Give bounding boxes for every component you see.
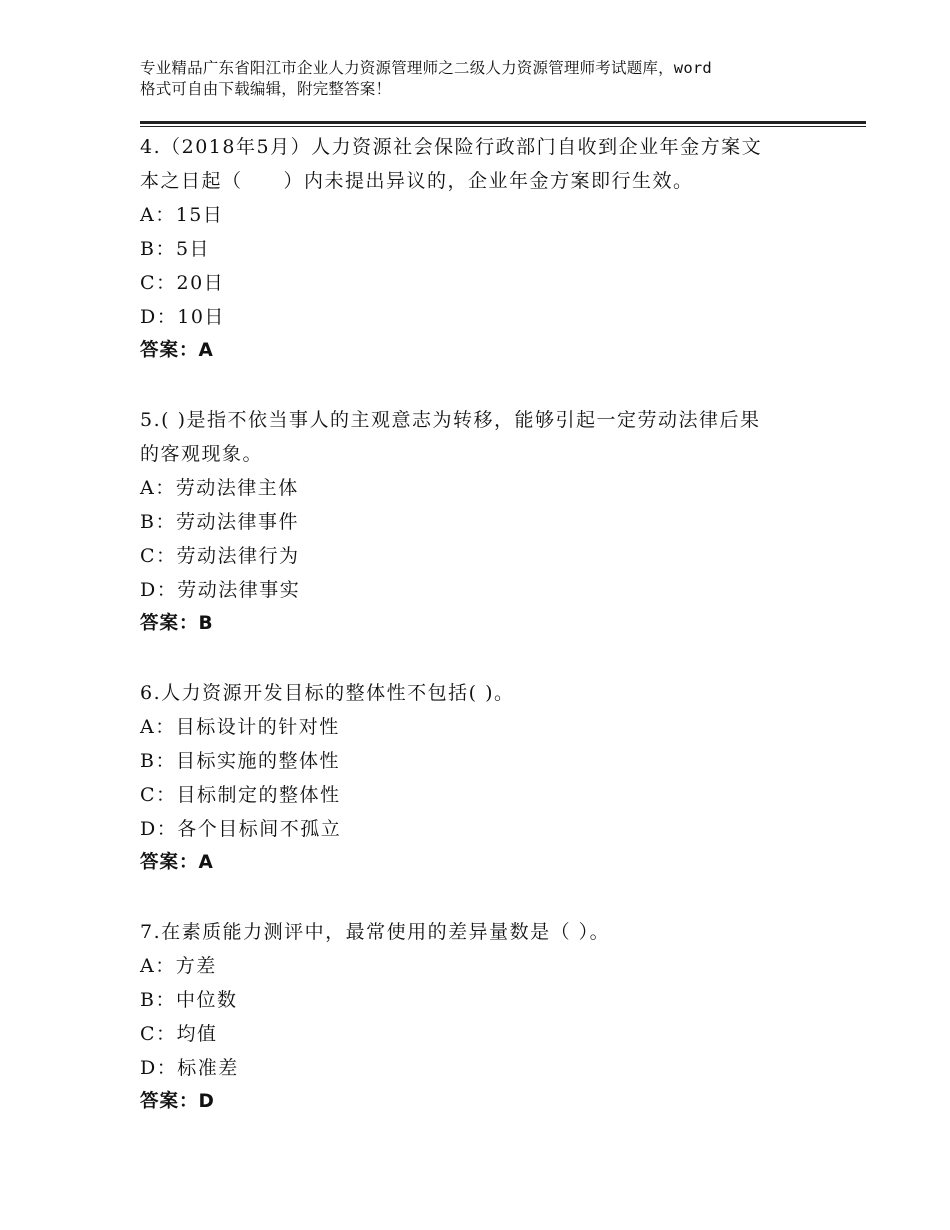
option-d: D：各个目标间不孤立: [140, 818, 342, 840]
option-b: B：目标实施的整体性: [140, 750, 340, 772]
option-b: B：中位数: [140, 989, 238, 1011]
answer: 答案：A: [140, 852, 214, 873]
question-block: [140, 915, 820, 1119]
question-block: [140, 130, 820, 368]
question-text: 本之日起（ ）内未提出异议的，企业年金方案即行生效。: [140, 170, 694, 192]
option-c: C：劳动法律行为: [140, 545, 300, 567]
option-c: C：均值: [140, 1023, 218, 1045]
spacer: [140, 368, 820, 403]
answer: 答案：B: [140, 613, 214, 634]
option-a: A：方差: [140, 955, 217, 977]
option-d: D：劳动法律事实: [140, 579, 301, 601]
question-list: [140, 130, 820, 1119]
option-d: D：10日: [140, 306, 225, 328]
header-divider-thin: [140, 126, 866, 127]
question-text: 的客观现象。: [140, 443, 264, 465]
header-line-1: 专业精品广东省阳江市企业人力资源管理师之二级人力资源管理师考试题库，word: [140, 59, 712, 77]
answer: 答案：A: [140, 340, 214, 361]
question-text: 5.( )是指不依当事人的主观意志为转移，能够引起一定劳动法律后果: [140, 409, 761, 431]
option-a: A：目标设计的针对性: [140, 716, 340, 738]
option-b: B：劳动法律事件: [140, 511, 299, 533]
question-block: [140, 403, 820, 641]
spacer: [140, 880, 820, 915]
header-divider-thick: [140, 121, 866, 124]
question-text: 4.（2018年5月）人力资源社会保险行政部门自收到企业年金方案文: [140, 136, 763, 158]
answer: 答案：D: [140, 1091, 215, 1112]
option-a: A：劳动法律主体: [140, 477, 299, 499]
spacer: [140, 641, 820, 676]
document-header: [140, 58, 840, 100]
option-c: C：目标制定的整体性: [140, 784, 341, 806]
question-text: 7.在素质能力测评中，最常使用的差异量数是（ ）。: [140, 921, 611, 943]
option-d: D：标准差: [140, 1057, 239, 1079]
question-block: [140, 676, 820, 880]
header-line-2: 格式可自由下载编辑，附完整答案！: [140, 80, 392, 98]
option-c: C：20日: [140, 272, 225, 294]
option-b: B：5日: [140, 238, 211, 260]
question-text: 6.人力资源开发目标的整体性不包括( )。: [140, 682, 515, 704]
option-a: A：15日: [140, 204, 224, 226]
